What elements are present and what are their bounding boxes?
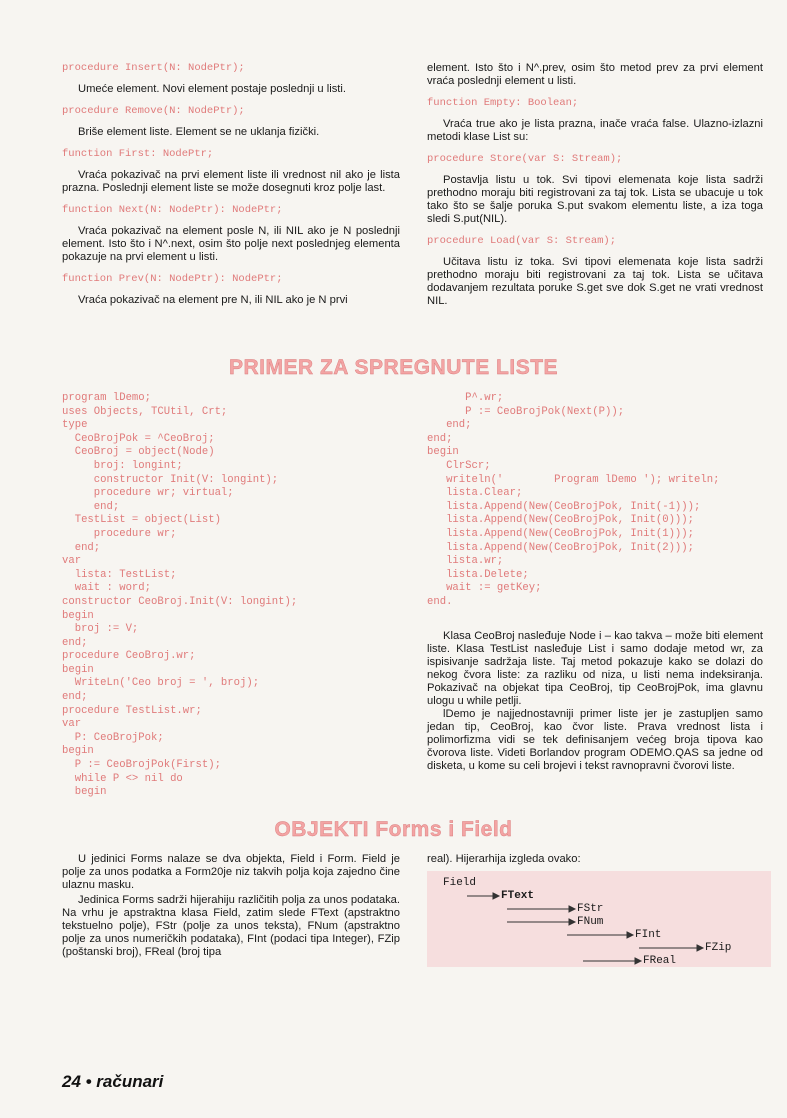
forms-paragraph-1: U jedinici Forms nalaze se dva objekta, Field i Form. Field je polje za unos podatka a Form20je niz takvih polja koja zajedno čine ulaznu masku. bbox=[62, 853, 400, 891]
explanation-paragraph-1: Klasa CeoBroj nasleđuje Node i – kao takva – može biti element liste. Klasa TestList nasleđuje List i samo dodaje metod wr, za ispisivanje sadržaja liste. Taj metod pokazuje kako se dolazi do nekog čvora liste: za razliku od niza, u listi nema indeksiranja. Pokazivač na objekat tipa CeoBroj, tip CeoBrojPok, ima glavnu ulogu u while petlji. bbox=[427, 630, 763, 707]
methods-right-column bbox=[427, 62, 763, 308]
hierarchy-node-ftext: FText bbox=[501, 890, 535, 902]
method-desc-store: Postavlja listu u tok. Svi tipovi elemenata koje lista sadrži prethodno moraju biti registrovani za taj tok. Lista se ubacuje u tok tako što se šalje poruka S.put svakom elementu liste, a iza toga sledi S.put(NIL). bbox=[427, 174, 763, 225]
method-desc-first: Vraća pokazivač na prvi element liste ili vrednost nil ako je lista prazna. Poslednji element liste se može dosegnuti kroz polje last. bbox=[62, 169, 400, 194]
page-footer: 24 • računari bbox=[62, 1072, 164, 1091]
method-signature-next: function Next(N: NodePtr): NodePtr; bbox=[62, 204, 283, 216]
forms-paragraph-2: Jedinica Forms sadrži hijerahiju različitih polja za unos podataka. Na vrhu je apstraktna klasa Field, zatim slede FText (apstraktno tekstuelno polje), FStr (polje za unos teksta), FNum (apstraktno polje za unos numeričkih podataka), FInt (podaci tipa Integer), FZip (poštanski broj), FReal (broj tipa bbox=[62, 894, 400, 958]
method-signature-remove: procedure Remove(N: NodePtr); bbox=[62, 105, 245, 117]
method-desc-prev: Vraća pokazivač na element pre N, ili NIL ako je N prvi bbox=[78, 294, 348, 306]
explanation-column bbox=[427, 630, 763, 773]
section-heading-linked-lists: PRIMER ZA SPREGNUTE LISTE bbox=[228, 356, 559, 379]
method-signature-load: procedure Load(var S: Stream); bbox=[427, 235, 617, 247]
explanation-paragraph-2: lDemo je najjednostavniji primer liste jer je zastupljen samo jedan tip, CeoBroj, kao čvor liste. Prava vrednost lista i polimorfizma vidi se tek definisanjem većeg broja tipova kao čvorova liste. Videti Borlandov program ODEMO.QAS sa jedne od disketa, u kome su celi brojevi i tekst ravnopravni čvorovi liste. bbox=[427, 708, 763, 772]
methods-left-column bbox=[62, 62, 400, 307]
method-signature-empty: function Empty: Boolean; bbox=[427, 97, 579, 109]
code-listing-left: program lDemo; uses Objects, TCUtil, Crt; type CeoBrojPok = ^CeoBroj; CeoBroj = object(Node) broj: longint; constructor Init(V: longint); procedure wr; virtual; end; TestList = object(List) procedure wr; end; var lista: TestList; wait : word; constructor CeoBroj.Init(V: longint); begin broj := V; end; procedure CeoBroj.wr; begin WriteLn('Ceo broj = ', broj); end; procedure TestList.wr; var P: CeoBrojPok; begin P := CeoBrojPok(First); while P <> nil do begin bbox=[62, 392, 298, 799]
hierarchy-node-fstr: FStr bbox=[577, 903, 604, 915]
method-desc-prev-continued: element. Isto što i N^.prev, osim što metod prev za prvi element vraća poslednji element u listi. bbox=[427, 62, 763, 87]
field-hierarchy-diagram bbox=[427, 871, 771, 967]
code-listing-right: P^.wr; P := CeoBrojPok(Next(P)); end; end; begin ClrScr; writeln(' Program lDemo '); writeln; lista.Clear; lista.Append(New(CeoBrojPok, Init(-1))); lista.Append(New(CeoBrojPok, Init(0))); lista.Append(New(CeoBrojPok, Init(1))); lista.Append(New(CeoBrojPok, Init(2))); lista.wr; lista.Delete; wait := getKey; end. bbox=[427, 392, 720, 608]
hierarchy-node-fnum: FNum bbox=[577, 916, 604, 928]
hierarchy-node-fzip: FZip bbox=[705, 942, 732, 954]
method-desc-remove: Briše element liste. Element se ne uklanja fizički. bbox=[78, 126, 320, 138]
method-desc-empty: Vraća true ako je lista prazna, inače vraća false. Ulazno-izlazni metodi klase List su: bbox=[427, 118, 763, 143]
method-desc-load: Učitava listu iz toka. Svi tipovi elemenata koje lista sadrži prethodno moraju biti registrovani za taj tok. Lista se učitava dodavanjem rezultata poruke S.get sve dok S.get ne vrati vrednost NIL. bbox=[427, 256, 763, 307]
hierarchy-node-field: Field bbox=[443, 877, 477, 889]
method-desc-next: Vraća pokazivač na element posle N, ili NIL ako je N poslednji element. Isto što i N^.next, osim što polje next poslednjeg elementa pokazuje na prvi element u listi. bbox=[62, 225, 400, 263]
method-signature-first: function First: NodePtr; bbox=[62, 148, 214, 160]
forms-paragraph-continued: real). Hijerarhija izgleda ovako: bbox=[427, 853, 581, 865]
forms-text-column bbox=[62, 853, 400, 959]
hierarchy-node-freal: FReal bbox=[643, 955, 677, 967]
method-signature-insert: procedure Insert(N: NodePtr); bbox=[62, 62, 245, 74]
method-signature-store: procedure Store(var S: Stream); bbox=[427, 153, 623, 165]
method-signature-prev: function Prev(N: NodePtr): NodePtr; bbox=[62, 273, 283, 285]
method-desc-insert: Umeće element. Novi element postaje poslednji u listi. bbox=[78, 83, 347, 95]
hierarchy-node-fint: FInt bbox=[635, 929, 662, 941]
section-heading-forms-field: OBJEKTI Forms i Field bbox=[274, 818, 513, 841]
